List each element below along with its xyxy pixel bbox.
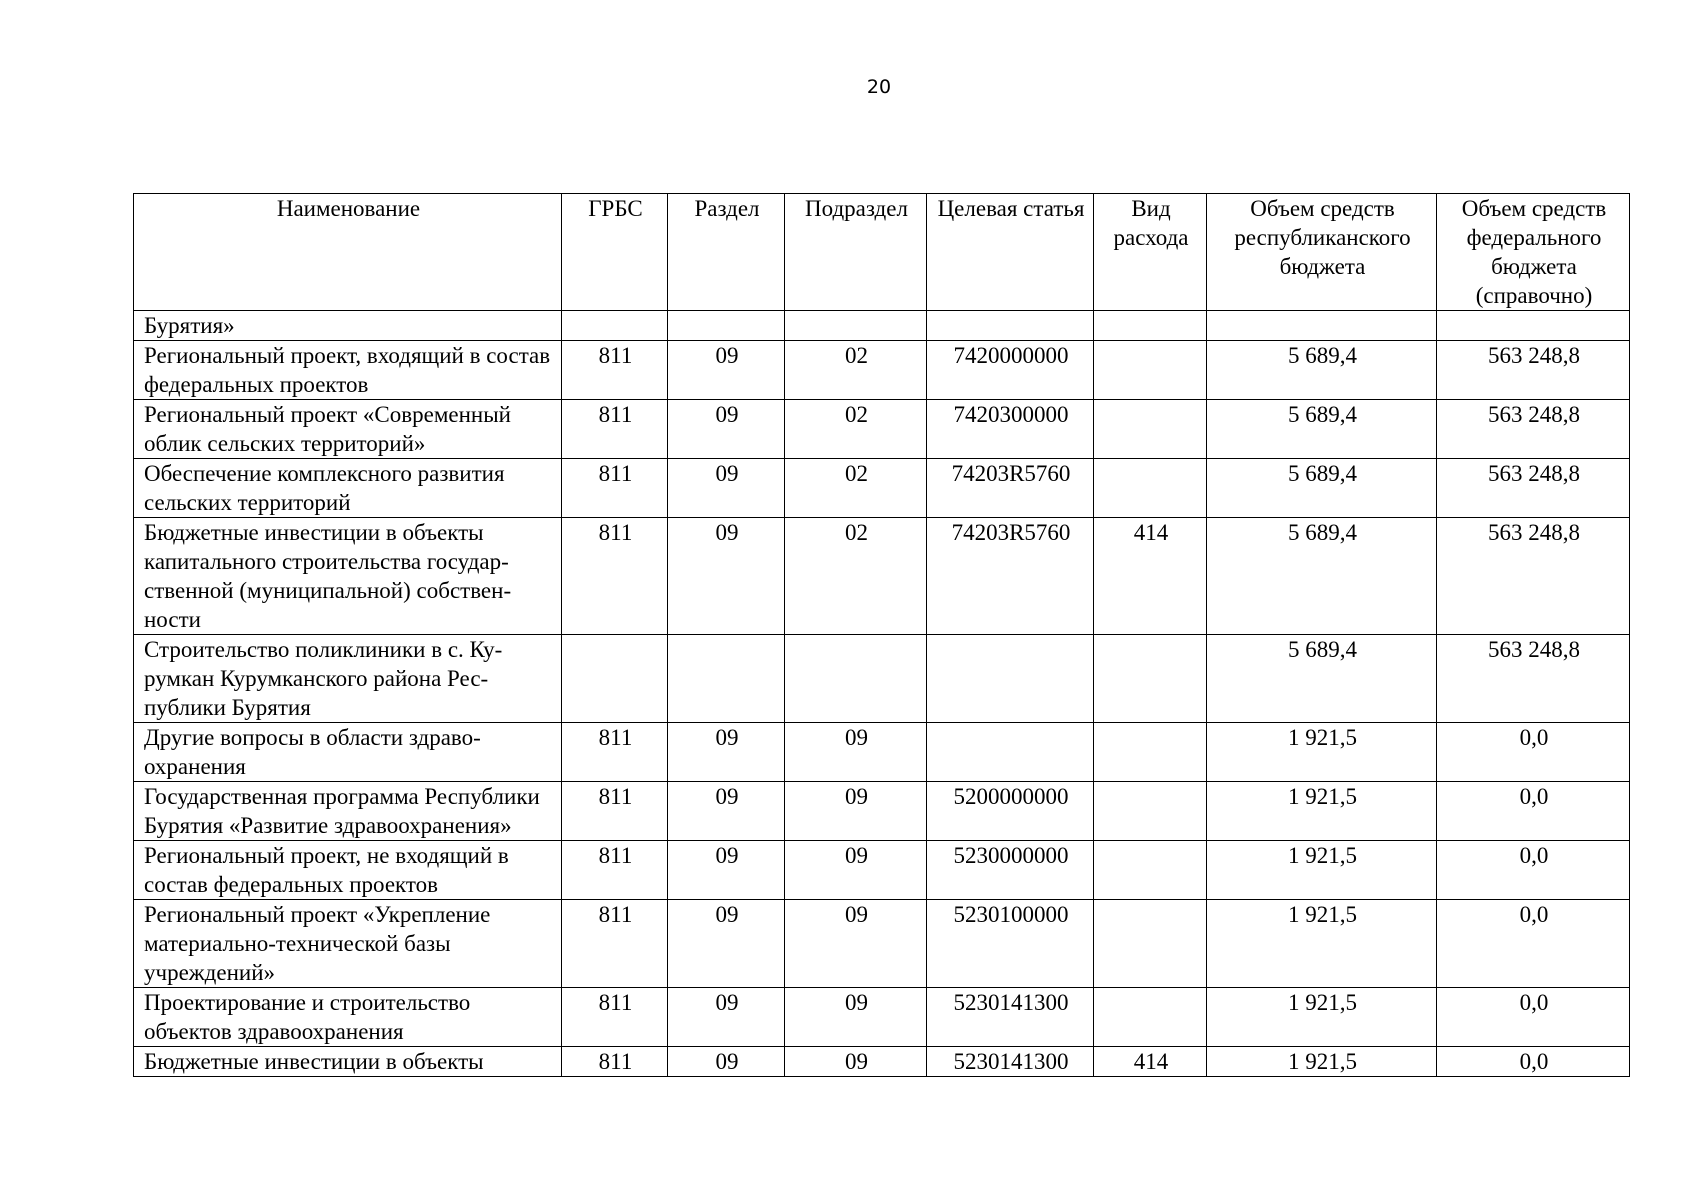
- cell-podrazdel: [785, 635, 927, 723]
- cell-target-article: [927, 635, 1094, 723]
- cell-name: Региональный проект, входящий в состав федеральных проектов: [134, 341, 562, 400]
- cell-republic-budget: 5 689,4: [1207, 400, 1437, 459]
- table-row: [134, 900, 1630, 988]
- table-row: [134, 518, 1630, 635]
- table-row: [134, 723, 1630, 782]
- cell-razdel: 09: [668, 782, 785, 841]
- cell-republic-budget: 5 689,4: [1207, 341, 1437, 400]
- header-republic-budget: Объем средств республиканского бюджета: [1207, 194, 1437, 311]
- cell-grbs: 811: [562, 723, 668, 782]
- cell-grbs: 811: [562, 341, 668, 400]
- cell-republic-budget: 1 921,5: [1207, 782, 1437, 841]
- cell-grbs: 811: [562, 900, 668, 988]
- cell-name: Проектирование и строительство объектов здравоохранения: [134, 988, 562, 1047]
- cell-grbs: 811: [562, 400, 668, 459]
- cell-target-article: 5200000000: [927, 782, 1094, 841]
- page-number: 20: [866, 76, 892, 98]
- cell-expense-type: 414: [1094, 518, 1207, 635]
- cell-name: Бюджетные инвестиции в объекты: [134, 1047, 562, 1077]
- cell-federal-budget: 0,0: [1437, 782, 1630, 841]
- header-podrazdel: Подраздел: [785, 194, 927, 311]
- cell-razdel: 09: [668, 400, 785, 459]
- cell-republic-budget: 5 689,4: [1207, 518, 1437, 635]
- table-row: [134, 841, 1630, 900]
- cell-federal-budget: 0,0: [1437, 841, 1630, 900]
- cell-target-article: 5230000000: [927, 841, 1094, 900]
- cell-name: Другие вопросы в области здравоохранения: [134, 723, 562, 782]
- cell-federal-budget: 0,0: [1437, 1047, 1630, 1077]
- cell-name: Обеспечение комплексного развития сельских территорий: [134, 459, 562, 518]
- cell-name: Региональный проект, не входящий в состав федеральных проектов: [134, 841, 562, 900]
- table-row: [134, 341, 1630, 400]
- cell-podrazdel: 09: [785, 782, 927, 841]
- cell-name: Строительство поликлиники в с. Курумкан Курумканского района Республики Бурятия: [134, 635, 562, 723]
- cell-podrazdel: 09: [785, 900, 927, 988]
- cell-podrazdel: 09: [785, 988, 927, 1047]
- cell-name: Региональный проект «Укрепление материально-технической базы учреждений»: [134, 900, 562, 988]
- cell-expense-type: [1094, 988, 1207, 1047]
- cell-grbs: 811: [562, 782, 668, 841]
- table-row: [134, 1047, 1630, 1077]
- budget-table: [133, 193, 1630, 1077]
- cell-podrazdel: 09: [785, 723, 927, 782]
- header-federal-budget: Объем средств федерального бюджета (справочно): [1437, 194, 1630, 311]
- cell-target-article: 74203R5760: [927, 459, 1094, 518]
- cell-razdel: 09: [668, 723, 785, 782]
- cell-republic-budget: 1 921,5: [1207, 900, 1437, 988]
- cell-grbs: 811: [562, 841, 668, 900]
- table-row: [134, 988, 1630, 1047]
- cell-expense-type: 414: [1094, 1047, 1207, 1077]
- cell-razdel: [668, 635, 785, 723]
- table-row: [134, 311, 1630, 341]
- cell-name: Бюджетные инвестиции в объекты капитального строительства государственной (муниципальной) собственности: [134, 518, 562, 635]
- cell-podrazdel: 09: [785, 841, 927, 900]
- cell-grbs: 811: [562, 459, 668, 518]
- cell-expense-type: [1094, 841, 1207, 900]
- cell-federal-budget: 563 248,8: [1437, 341, 1630, 400]
- cell-expense-type: [1094, 341, 1207, 400]
- table-row: [134, 782, 1630, 841]
- cell-podrazdel: 02: [785, 518, 927, 635]
- cell-republic-budget: 5 689,4: [1207, 459, 1437, 518]
- cell-grbs: 811: [562, 1047, 668, 1077]
- cell-razdel: 09: [668, 988, 785, 1047]
- cell-grbs: [562, 311, 668, 341]
- table-body: [134, 311, 1630, 1077]
- cell-razdel: 09: [668, 841, 785, 900]
- cell-target-article: [927, 723, 1094, 782]
- cell-federal-budget: [1437, 311, 1630, 341]
- cell-podrazdel: 09: [785, 1047, 927, 1077]
- cell-expense-type: [1094, 723, 1207, 782]
- cell-razdel: 09: [668, 459, 785, 518]
- cell-expense-type: [1094, 635, 1207, 723]
- cell-target-article: 5230100000: [927, 900, 1094, 988]
- cell-target-article: 74203R5760: [927, 518, 1094, 635]
- cell-razdel: 09: [668, 900, 785, 988]
- cell-name: Региональный проект «Современный облик сельских территорий»: [134, 400, 562, 459]
- cell-target-article: [927, 311, 1094, 341]
- cell-republic-budget: 1 921,5: [1207, 1047, 1437, 1077]
- cell-target-article: 5230141300: [927, 1047, 1094, 1077]
- header-grbs: ГРБС: [562, 194, 668, 311]
- cell-federal-budget: 563 248,8: [1437, 400, 1630, 459]
- cell-federal-budget: 0,0: [1437, 900, 1630, 988]
- cell-target-article: 7420300000: [927, 400, 1094, 459]
- header-target-article: Целевая статья: [927, 194, 1094, 311]
- cell-federal-budget: 0,0: [1437, 988, 1630, 1047]
- cell-target-article: 7420000000: [927, 341, 1094, 400]
- cell-republic-budget: 1 921,5: [1207, 723, 1437, 782]
- cell-expense-type: [1094, 900, 1207, 988]
- cell-expense-type: [1094, 459, 1207, 518]
- cell-grbs: 811: [562, 518, 668, 635]
- cell-podrazdel: 02: [785, 459, 927, 518]
- cell-expense-type: [1094, 311, 1207, 341]
- cell-federal-budget: 563 248,8: [1437, 518, 1630, 635]
- cell-republic-budget: 5 689,4: [1207, 635, 1437, 723]
- cell-name: Государственная программа Республики Бурятия «Развитие здравоохранения»: [134, 782, 562, 841]
- cell-grbs: 811: [562, 988, 668, 1047]
- cell-podrazdel: 02: [785, 400, 927, 459]
- table-header-row: [134, 194, 1630, 311]
- cell-federal-budget: 563 248,8: [1437, 635, 1630, 723]
- header-razdel: Раздел: [668, 194, 785, 311]
- table-row: [134, 400, 1630, 459]
- table-row: [134, 635, 1630, 723]
- cell-razdel: 09: [668, 341, 785, 400]
- cell-podrazdel: 02: [785, 341, 927, 400]
- cell-expense-type: [1094, 782, 1207, 841]
- cell-razdel: 09: [668, 518, 785, 635]
- cell-federal-budget: 563 248,8: [1437, 459, 1630, 518]
- cell-podrazdel: [785, 311, 927, 341]
- cell-federal-budget: 0,0: [1437, 723, 1630, 782]
- header-expense-type: Вид расхода: [1094, 194, 1207, 311]
- cell-grbs: [562, 635, 668, 723]
- cell-razdel: [668, 311, 785, 341]
- cell-name: Бурятия»: [134, 311, 562, 341]
- cell-republic-budget: 1 921,5: [1207, 988, 1437, 1047]
- cell-expense-type: [1094, 400, 1207, 459]
- cell-republic-budget: 1 921,5: [1207, 841, 1437, 900]
- table-row: [134, 459, 1630, 518]
- cell-republic-budget: [1207, 311, 1437, 341]
- cell-target-article: 5230141300: [927, 988, 1094, 1047]
- cell-razdel: 09: [668, 1047, 785, 1077]
- header-name: Наименование: [134, 194, 562, 311]
